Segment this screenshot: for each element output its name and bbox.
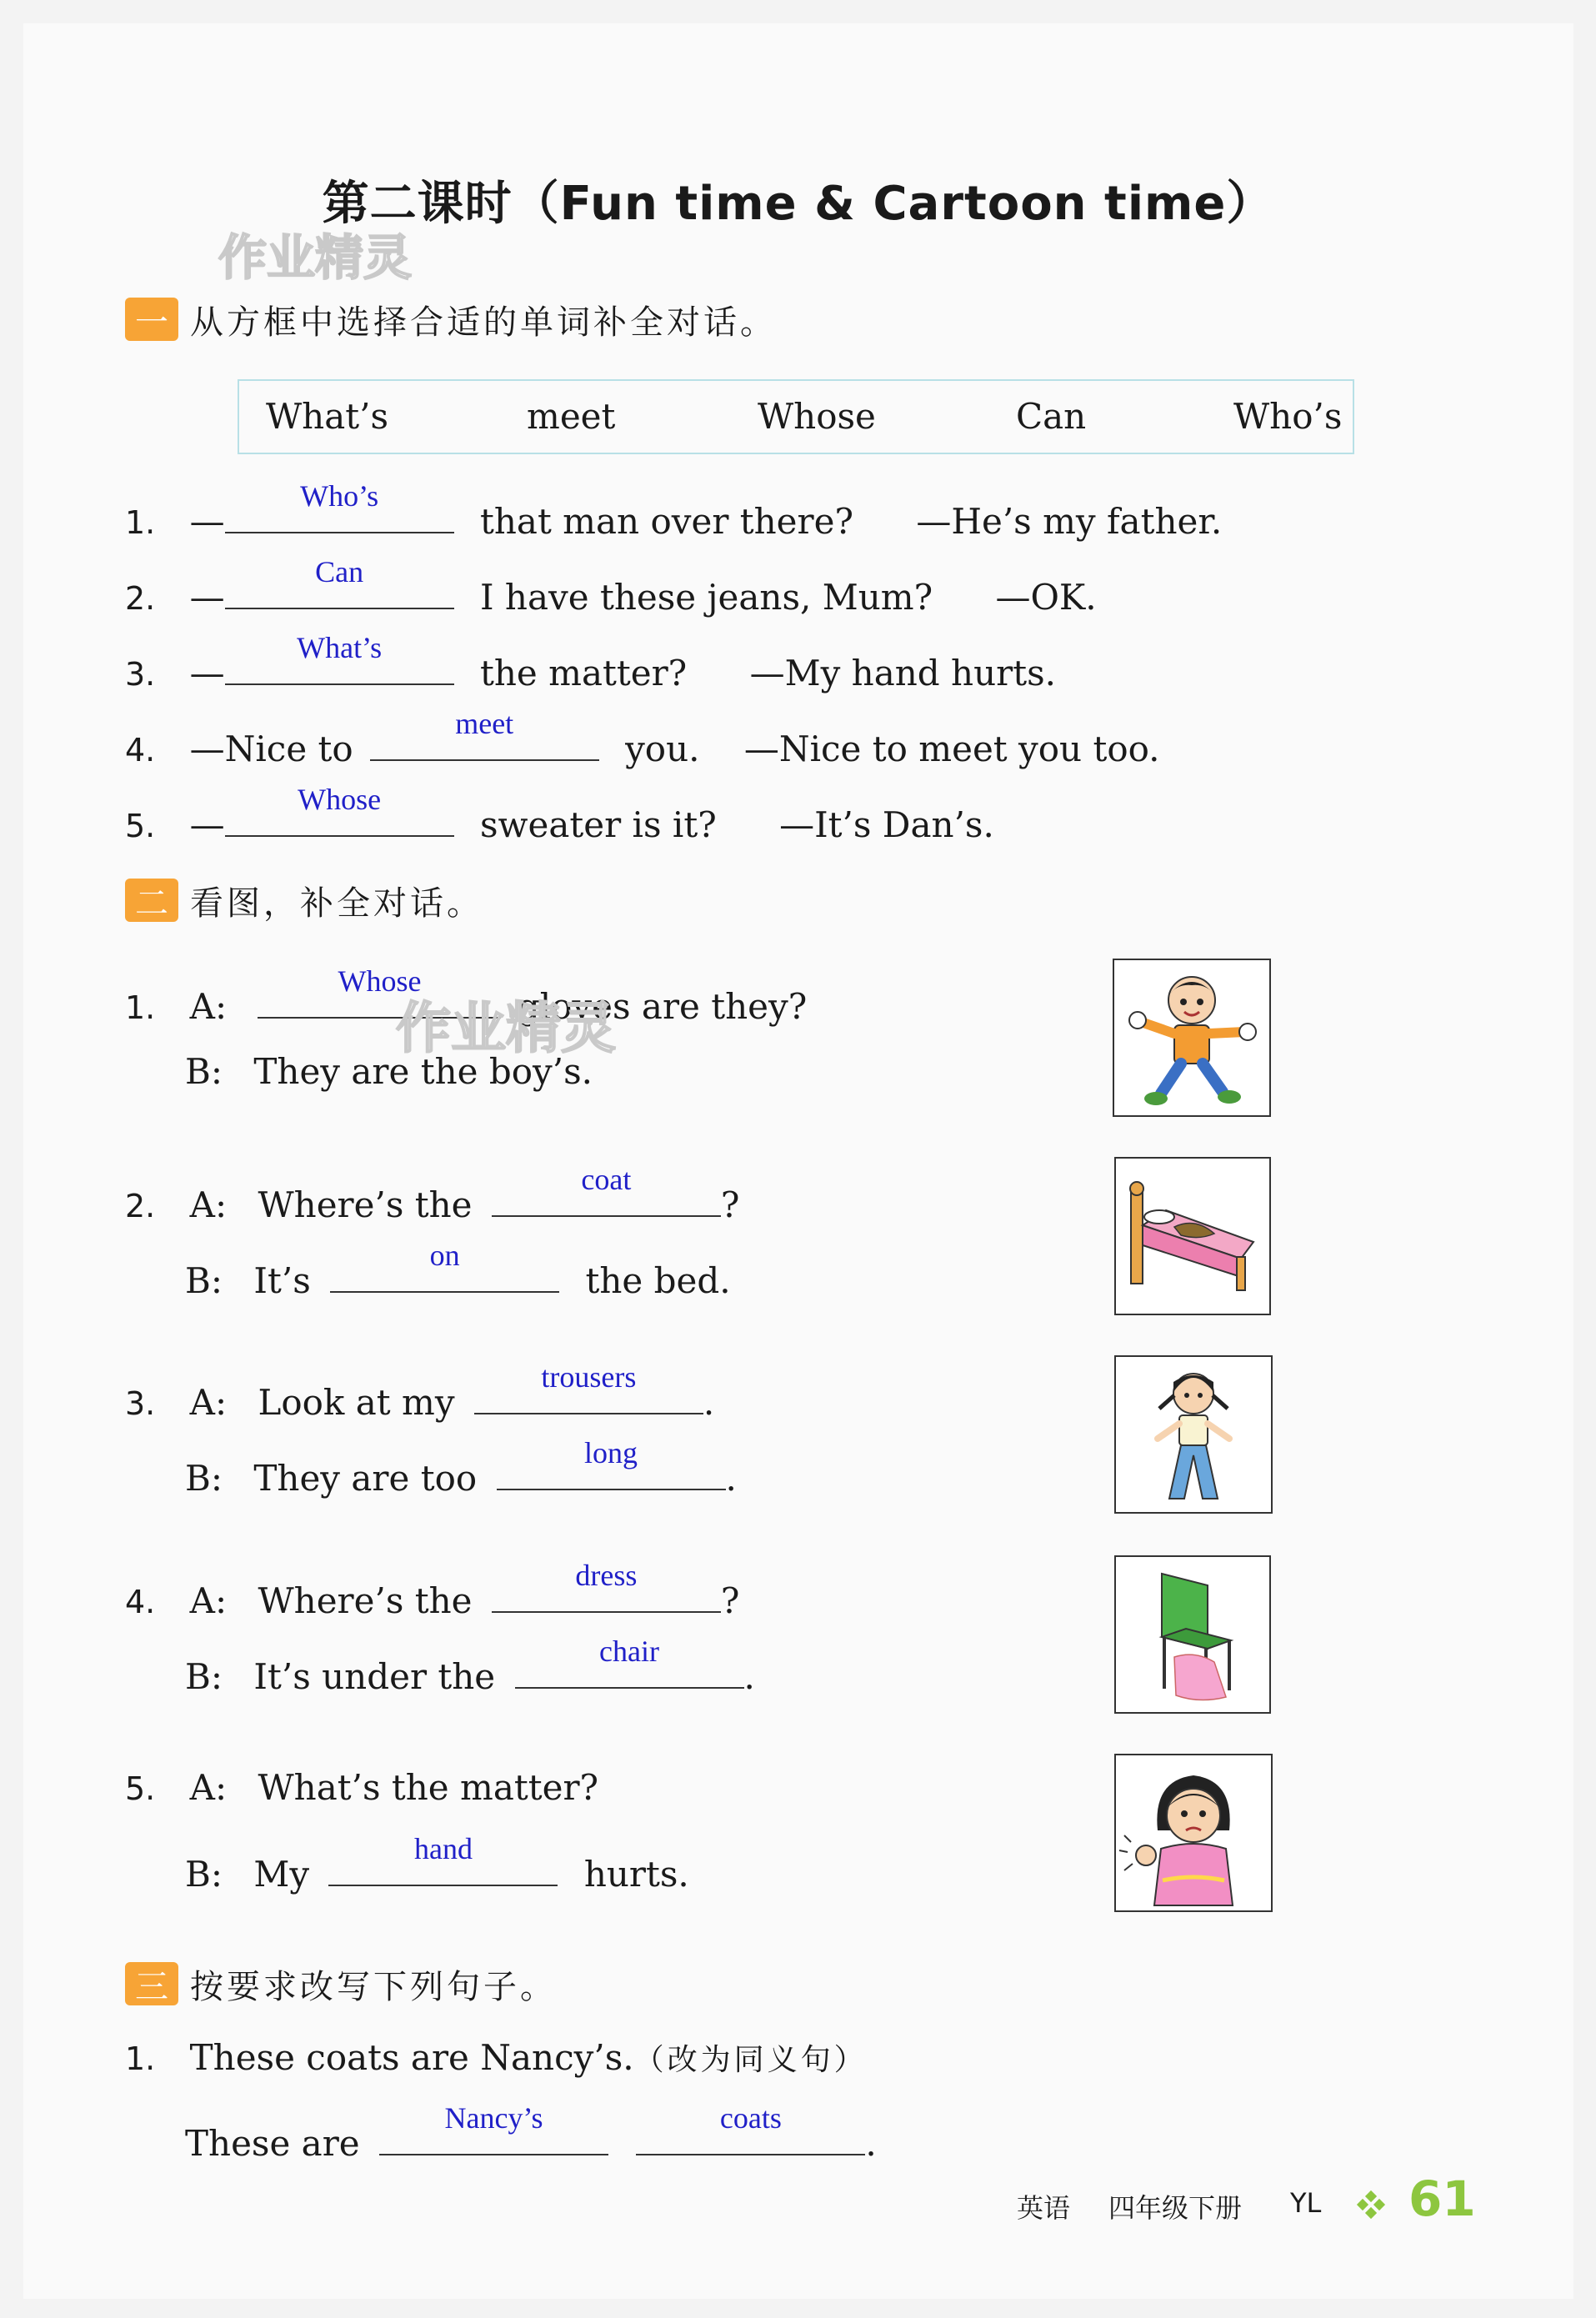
exercise-1-4: 4. —Nice to meet you. —Nice to meet you too.: [125, 707, 1160, 769]
answer-blank[interactable]: [225, 631, 454, 685]
answer-blank[interactable]: [328, 1832, 558, 1886]
watermark: 作业精灵: [396, 996, 616, 1060]
handwritten-answer: dress: [575, 1559, 638, 1592]
answer-blank[interactable]: [330, 1239, 559, 1293]
exercise-2-5-a: 5. A: What’s the matter?: [125, 1767, 599, 1808]
footer-grade: 四年级下册: [1108, 2192, 1243, 2224]
answer-blank[interactable]: [225, 783, 454, 837]
handwritten-answer: on: [429, 1239, 460, 1272]
handwritten-answer: Whose: [338, 964, 422, 998]
handwritten-answer: Whose: [298, 783, 382, 816]
page-title: 第二课时（Fun time & Cartoon time）: [322, 177, 1274, 231]
exercise-2-2-a: 2. A: Where’s the coat ?: [125, 1163, 740, 1225]
word-box: [238, 379, 1354, 454]
exercise-2-3-b: B: They are too long .: [185, 1436, 737, 1499]
section-instruction: 看图，补全对话。: [190, 884, 483, 923]
handwritten-answer: chair: [599, 1635, 659, 1668]
handwritten-answer: Nancy’s: [444, 2101, 543, 2135]
word-option: What’s: [266, 396, 389, 437]
section-1-header: [125, 296, 777, 343]
diamond-dots-icon: [1355, 2189, 1388, 2225]
footer-subject: 英语: [1017, 2192, 1071, 2224]
word-option: meet: [527, 396, 616, 437]
answer-blank[interactable]: [497, 1436, 726, 1490]
section-number-badge: 二: [125, 879, 178, 922]
exercise-2-1-b: B: They are the boy’s.: [185, 1051, 593, 1092]
exercise-1-1: 1. — Who’s that man over there? —He’s my father.: [125, 479, 1223, 542]
answer-blank[interactable]: [370, 707, 599, 761]
handwritten-answer: long: [584, 1436, 638, 1469]
handwritten-answer: trousers: [541, 1360, 637, 1394]
answer-blank[interactable]: [492, 1163, 721, 1217]
chair-dress-icon: [1114, 1555, 1271, 1714]
word-option: Whose: [758, 396, 876, 437]
section-number-badge: 一: [125, 298, 178, 341]
answer-blank[interactable]: [515, 1635, 744, 1689]
section-2-header: [125, 877, 483, 924]
handwritten-answer: What’s: [297, 631, 383, 664]
footer-edition: YL: [1290, 2187, 1322, 2219]
exercise-2-1-a: 1. A: Whose gloves are they?: [125, 964, 808, 1027]
exercise-1-5: 5. — Whose sweater is it? —It’s Dan’s.: [125, 783, 994, 845]
handwritten-answer: coat: [581, 1163, 632, 1196]
watermark: 作业精灵: [218, 229, 413, 286]
worksheet-page: [23, 23, 1573, 2299]
exercise-2-4-b: B: It’s under the chair .: [185, 1635, 755, 1697]
word-option: Who’s: [1233, 396, 1343, 437]
bed-icon: [1114, 1157, 1271, 1315]
handwritten-answer: coats: [719, 2101, 782, 2135]
answer-blank[interactable]: [492, 1559, 721, 1613]
handwritten-answer: Who’s: [300, 479, 379, 513]
exercise-2-2-b: B: It’s on the bed.: [185, 1239, 731, 1301]
handwritten-answer: meet: [455, 707, 514, 740]
answer-blank[interactable]: [474, 1360, 703, 1414]
handwritten-answer: Can: [315, 555, 364, 588]
exercise-1-2: 2. — Can I have these jeans, Mum? —OK.: [125, 555, 1097, 618]
exercise-2-3-a: 3. A: Look at my trousers .: [125, 1360, 715, 1423]
section-instruction: 从方框中选择合适的单词补全对话。: [190, 303, 777, 342]
answer-blank[interactable]: [225, 479, 454, 533]
exercise-3-1: 1. These coats are Nancy’s.（改为同义句）: [125, 2037, 868, 2078]
girl-long-trousers-icon: [1114, 1355, 1273, 1514]
exercise-2-5-b: B: My hand hurts.: [185, 1832, 689, 1895]
answer-blank[interactable]: [379, 2101, 608, 2155]
boy-running-icon: [1113, 959, 1271, 1117]
word-option: Can: [1016, 396, 1087, 437]
answer-blank[interactable]: [225, 555, 454, 609]
exercise-3-1-answer: These are Nancy’s coats .: [185, 2101, 877, 2164]
handwritten-answer: hand: [413, 1832, 473, 1865]
exercise-1-3: 3. — What’s the matter? —My hand hurts.: [125, 631, 1056, 693]
section-number-badge: 三: [125, 1962, 178, 2005]
page-number: 61: [1408, 2170, 1476, 2227]
section-instruction: 按要求改写下列句子。: [190, 1967, 557, 2006]
answer-blank[interactable]: [636, 2101, 865, 2155]
exercise-2-4-a: 4. A: Where’s the dress ?: [125, 1559, 740, 1621]
girl-hurt-hand-icon: [1114, 1754, 1273, 1912]
section-3-header: [125, 1960, 557, 2007]
